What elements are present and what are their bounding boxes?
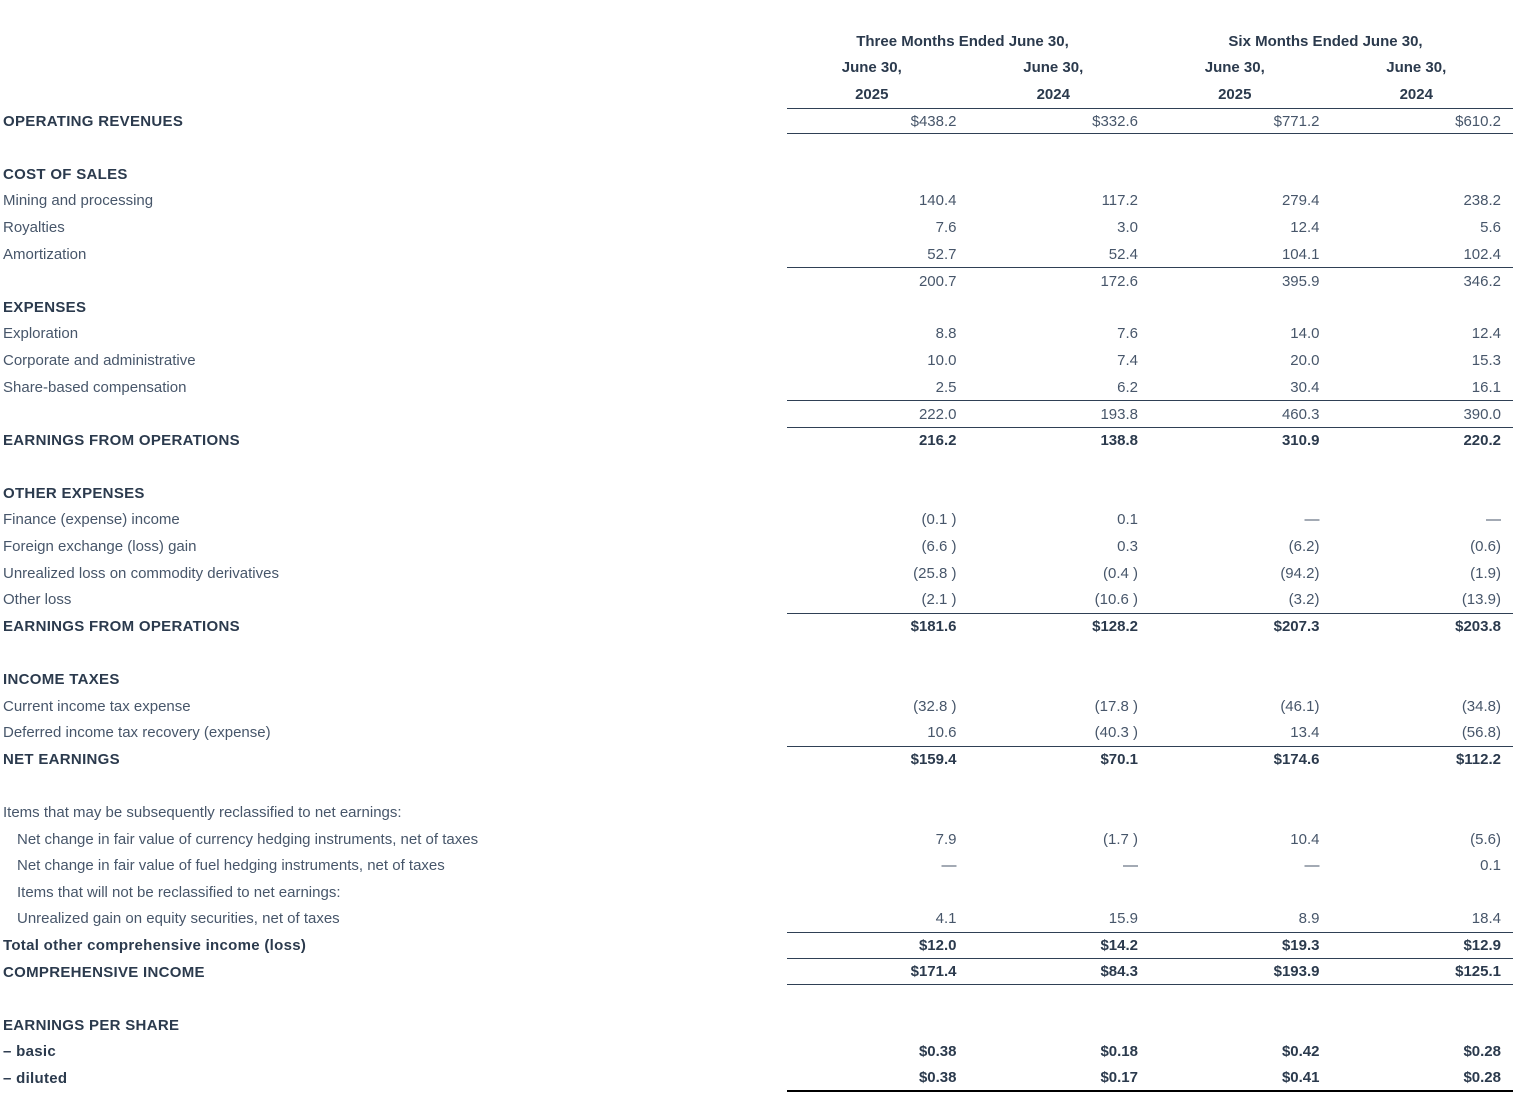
cell-value: 10.0 <box>927 351 957 369</box>
cell-value: (6.2) <box>1288 538 1320 556</box>
table-row <box>0 400 1513 427</box>
cell-value: $438.2 <box>910 112 957 130</box>
cell-value: 3.0 <box>1117 218 1138 236</box>
row-label: OPERATING REVENUES <box>3 112 184 130</box>
cell-value: (1.9) <box>1470 564 1501 582</box>
row-values <box>787 959 1513 986</box>
row-label: – diluted <box>3 1069 68 1087</box>
cell-value: 6.2 <box>1117 378 1138 396</box>
cell-value: (46.1) <box>1280 697 1320 715</box>
table-row <box>0 374 1513 401</box>
cell-value: 390.0 <box>1463 405 1501 423</box>
row-values <box>787 507 1513 534</box>
section-header-row <box>0 799 1513 826</box>
cell-value: $171.4 <box>910 963 957 981</box>
row-label: Share-based compensation <box>3 378 187 396</box>
cell-value: 52.7 <box>927 245 957 263</box>
table-row <box>0 826 1513 853</box>
cell-value: 10.4 <box>1290 830 1320 848</box>
cell-value: 0.1 <box>1117 511 1138 529</box>
row-values <box>787 852 1513 879</box>
row-label: EARNINGS FROM OPERATIONS <box>3 617 240 635</box>
cell-value: $181.6 <box>910 618 957 636</box>
cell-value: 7.4 <box>1117 351 1138 369</box>
cell-value: $174.6 <box>1273 751 1320 769</box>
cell-value: $12.9 <box>1463 936 1501 954</box>
cell-value: $0.17 <box>1100 1068 1138 1086</box>
cell-value: $84.3 <box>1100 963 1138 981</box>
cell-value: 0.3 <box>1117 538 1138 556</box>
cell-value: — <box>941 857 957 875</box>
cell-value: 310.9 <box>1281 432 1320 450</box>
row-values <box>787 134 1513 161</box>
cell-value: 216.2 <box>918 432 957 450</box>
cell-value: (2.1 ) <box>921 591 957 609</box>
section-header-row <box>0 294 1513 321</box>
cell-value: — <box>1304 857 1320 875</box>
cell-value: 15.9 <box>1108 910 1138 928</box>
row-values <box>787 773 1513 800</box>
row-values <box>787 826 1513 853</box>
table-row <box>0 241 1513 268</box>
year-header-row <box>0 81 1513 108</box>
cell-value: (40.3 ) <box>1094 724 1138 742</box>
cell-value: — <box>1486 511 1501 529</box>
table-row <box>0 932 1513 959</box>
row-label: COMPREHENSIVE INCOME <box>3 963 205 981</box>
row-label: COST OF SALES <box>3 165 128 183</box>
cell-value: 117.2 <box>1101 192 1138 210</box>
row-values <box>787 932 1513 959</box>
cell-value: (32.8 ) <box>913 697 957 715</box>
cell-value: 5.6 <box>1480 218 1501 236</box>
cell-value: $12.0 <box>918 936 957 954</box>
cell-value: $0.38 <box>918 1068 957 1086</box>
row-label: Items that will not be reclassified to net earnings: <box>17 883 341 901</box>
cell-value: $0.42 <box>1281 1043 1320 1061</box>
cell-value: 2.5 <box>935 378 957 396</box>
date-header-row <box>0 55 1513 82</box>
row-label: Total other comprehensive income (loss) <box>3 936 307 954</box>
row-label: OTHER EXPENSES <box>3 484 145 502</box>
table-row <box>0 560 1513 587</box>
cell-value: $125.1 <box>1455 963 1501 981</box>
column-year-header: 2024 <box>1036 85 1070 103</box>
period-group-header-row <box>0 28 1513 55</box>
table-row <box>0 108 1513 135</box>
section-header-row <box>0 480 1513 507</box>
cell-value: (94.2) <box>1280 564 1320 582</box>
column-year-header: 2025 <box>1218 85 1252 103</box>
row-values <box>787 693 1513 720</box>
table-row <box>0 1065 1513 1092</box>
column-date-header: June 30, <box>1386 59 1447 77</box>
cell-value: 15.3 <box>1471 351 1501 369</box>
row-values <box>787 1065 1513 1092</box>
cell-value: 13.4 <box>1290 724 1320 742</box>
row-label: Net change in fair value of currency hedging instruments, net of taxes <box>17 830 479 848</box>
column-year-header: 2024 <box>1399 85 1433 103</box>
row-values <box>787 1012 1513 1039</box>
row-label: Amortization <box>3 245 87 263</box>
row-values <box>787 1039 1513 1066</box>
cell-value: 12.4 <box>1471 325 1501 343</box>
spacer-row <box>0 640 1513 667</box>
row-values <box>787 214 1513 241</box>
column-date-header: June 30, <box>841 59 902 77</box>
row-label: EARNINGS FROM OPERATIONS <box>3 431 240 449</box>
cell-value: 8.9 <box>1298 910 1320 928</box>
cell-value: $0.38 <box>918 1043 957 1061</box>
cell-value: 238.2 <box>1463 192 1501 210</box>
cell-value: 138.8 <box>1100 432 1138 450</box>
table-row <box>0 214 1513 241</box>
cell-value: 18.4 <box>1471 910 1501 928</box>
spacer-row <box>0 985 1513 1012</box>
table-body <box>0 108 1513 1092</box>
row-values <box>787 666 1513 693</box>
table-row <box>0 507 1513 534</box>
cell-value: $14.2 <box>1100 936 1138 954</box>
cell-value: 460.3 <box>1281 405 1320 423</box>
table-row <box>0 613 1513 640</box>
row-label: Unrealized gain on equity securities, net of taxes <box>17 910 340 928</box>
cell-value: 104.1 <box>1281 245 1320 263</box>
spacer-row <box>0 454 1513 481</box>
cell-value: (0.6) <box>1470 538 1501 556</box>
six-months-header: Six Months Ended June 30, <box>1228 32 1423 50</box>
row-values <box>787 374 1513 401</box>
cell-value: $771.2 <box>1273 112 1320 130</box>
cell-value: $203.8 <box>1455 618 1501 636</box>
table-row <box>0 188 1513 215</box>
row-values <box>787 613 1513 640</box>
table-row <box>0 321 1513 348</box>
table-row <box>0 1039 1513 1066</box>
cell-value: 52.4 <box>1108 245 1138 263</box>
row-label: Finance (expense) income <box>3 511 180 529</box>
row-values <box>787 161 1513 188</box>
table-row <box>0 746 1513 773</box>
row-values <box>787 533 1513 560</box>
row-values <box>787 241 1513 268</box>
cell-value: (3.2) <box>1288 591 1320 609</box>
cell-value: 10.6 <box>927 724 957 742</box>
table-row <box>0 427 1513 454</box>
table-row <box>0 586 1513 613</box>
cell-value: $193.9 <box>1273 963 1320 981</box>
row-values <box>787 586 1513 613</box>
row-label: Exploration <box>3 325 79 343</box>
cell-value: 16.1 <box>1471 378 1501 396</box>
row-label: Mining and processing <box>3 192 154 210</box>
cell-value: 395.9 <box>1281 272 1320 290</box>
three-months-header: Three Months Ended June 30, <box>856 32 1069 50</box>
cell-value: $207.3 <box>1273 618 1320 636</box>
table-row <box>0 267 1513 294</box>
cell-value: (34.8) <box>1461 697 1501 715</box>
row-values <box>787 746 1513 773</box>
table-row <box>0 693 1513 720</box>
row-label: Foreign exchange (loss) gain <box>3 538 197 556</box>
cell-value: 140.4 <box>918 192 957 210</box>
row-label: Royalties <box>3 218 65 236</box>
cell-value: 200.7 <box>918 272 957 290</box>
row-label: – basic <box>3 1043 56 1061</box>
row-label: EXPENSES <box>3 298 87 316</box>
row-values <box>787 560 1513 587</box>
cell-value: 12.4 <box>1290 218 1320 236</box>
row-label: NET EARNINGS <box>3 750 120 768</box>
cell-value: $159.4 <box>910 751 957 769</box>
row-values <box>787 188 1513 215</box>
cell-value: (1.7 ) <box>1102 830 1138 848</box>
cell-value: $610.2 <box>1455 112 1501 130</box>
table-row <box>0 959 1513 986</box>
cell-value: $0.28 <box>1463 1043 1501 1061</box>
row-label: INCOME TAXES <box>3 671 120 689</box>
cell-value: $0.28 <box>1463 1068 1501 1086</box>
cell-value: (0.4 ) <box>1102 564 1138 582</box>
column-date-header: June 30, <box>1023 59 1084 77</box>
cell-value: (6.6 ) <box>921 538 957 556</box>
section-header-row <box>0 666 1513 693</box>
table-row <box>0 852 1513 879</box>
cell-value: (25.8 ) <box>913 564 957 582</box>
cell-value: 7.6 <box>1117 325 1138 343</box>
row-label: Net change in fair value of fuel hedging instruments, net of taxes <box>17 857 445 875</box>
table-row <box>0 906 1513 933</box>
cell-value: 346.2 <box>1463 272 1501 290</box>
row-label: Items that may be subsequently reclassified to net earnings: <box>3 804 402 822</box>
row-values <box>787 985 1513 1012</box>
row-values <box>787 906 1513 933</box>
cell-value: (56.8) <box>1461 724 1501 742</box>
row-values <box>787 267 1513 294</box>
row-values <box>787 347 1513 374</box>
cell-value: $332.6 <box>1092 112 1138 130</box>
row-label: Corporate and administrative <box>3 351 196 369</box>
cell-value: (0.1 ) <box>921 511 957 529</box>
row-label: Deferred income tax recovery (expense) <box>3 724 271 742</box>
cell-value: $0.18 <box>1100 1043 1138 1061</box>
row-label: Other loss <box>3 591 72 609</box>
spacer-row <box>0 773 1513 800</box>
cell-value: 8.8 <box>935 325 957 343</box>
row-values <box>787 799 1513 826</box>
row-values <box>787 108 1513 135</box>
cell-value: $19.3 <box>1281 936 1320 954</box>
row-values <box>787 480 1513 507</box>
cell-value: $128.2 <box>1092 618 1138 636</box>
cell-value: 193.8 <box>1100 405 1138 423</box>
table-row <box>0 347 1513 374</box>
section-header-row <box>0 161 1513 188</box>
row-label: Current income tax expense <box>3 697 191 715</box>
row-values <box>787 719 1513 746</box>
cell-value: 0.1 <box>1480 857 1501 875</box>
cell-value: — <box>1304 511 1320 529</box>
cell-value: — <box>1123 857 1138 875</box>
row-values <box>787 294 1513 321</box>
cell-value: 220.2 <box>1463 432 1501 450</box>
cell-value: $0.41 <box>1281 1068 1320 1086</box>
cell-value: $112.2 <box>1455 751 1501 769</box>
cell-value: 4.1 <box>935 910 957 928</box>
cell-value: (17.8 ) <box>1094 697 1138 715</box>
column-date-header: June 30, <box>1204 59 1265 77</box>
cell-value: 7.9 <box>935 830 957 848</box>
row-values <box>787 454 1513 481</box>
cell-value: 222.0 <box>918 405 957 423</box>
cell-value: $70.1 <box>1100 751 1138 769</box>
row-label: EARNINGS PER SHARE <box>3 1016 180 1034</box>
spacer-row <box>0 134 1513 161</box>
cell-value: 279.4 <box>1281 192 1320 210</box>
row-values <box>787 427 1513 454</box>
cell-value: 172.6 <box>1100 272 1138 290</box>
row-values <box>787 400 1513 427</box>
cell-value: (13.9) <box>1461 591 1501 609</box>
row-label: Unrealized loss on commodity derivatives <box>3 564 279 582</box>
column-year-header: 2025 <box>855 85 889 103</box>
cell-value: 30.4 <box>1290 378 1320 396</box>
table-row <box>0 533 1513 560</box>
section-header-row <box>0 1012 1513 1039</box>
row-values <box>787 879 1513 906</box>
section-header-row <box>0 879 1513 906</box>
cell-value: 20.0 <box>1290 351 1320 369</box>
row-values <box>787 321 1513 348</box>
cell-value: 102.4 <box>1463 245 1501 263</box>
cell-value: 14.0 <box>1290 325 1320 343</box>
cell-value: (5.6) <box>1470 830 1501 848</box>
cell-value: (10.6 ) <box>1094 591 1138 609</box>
cell-value: 7.6 <box>935 218 957 236</box>
row-values <box>787 640 1513 667</box>
table-row <box>0 719 1513 746</box>
